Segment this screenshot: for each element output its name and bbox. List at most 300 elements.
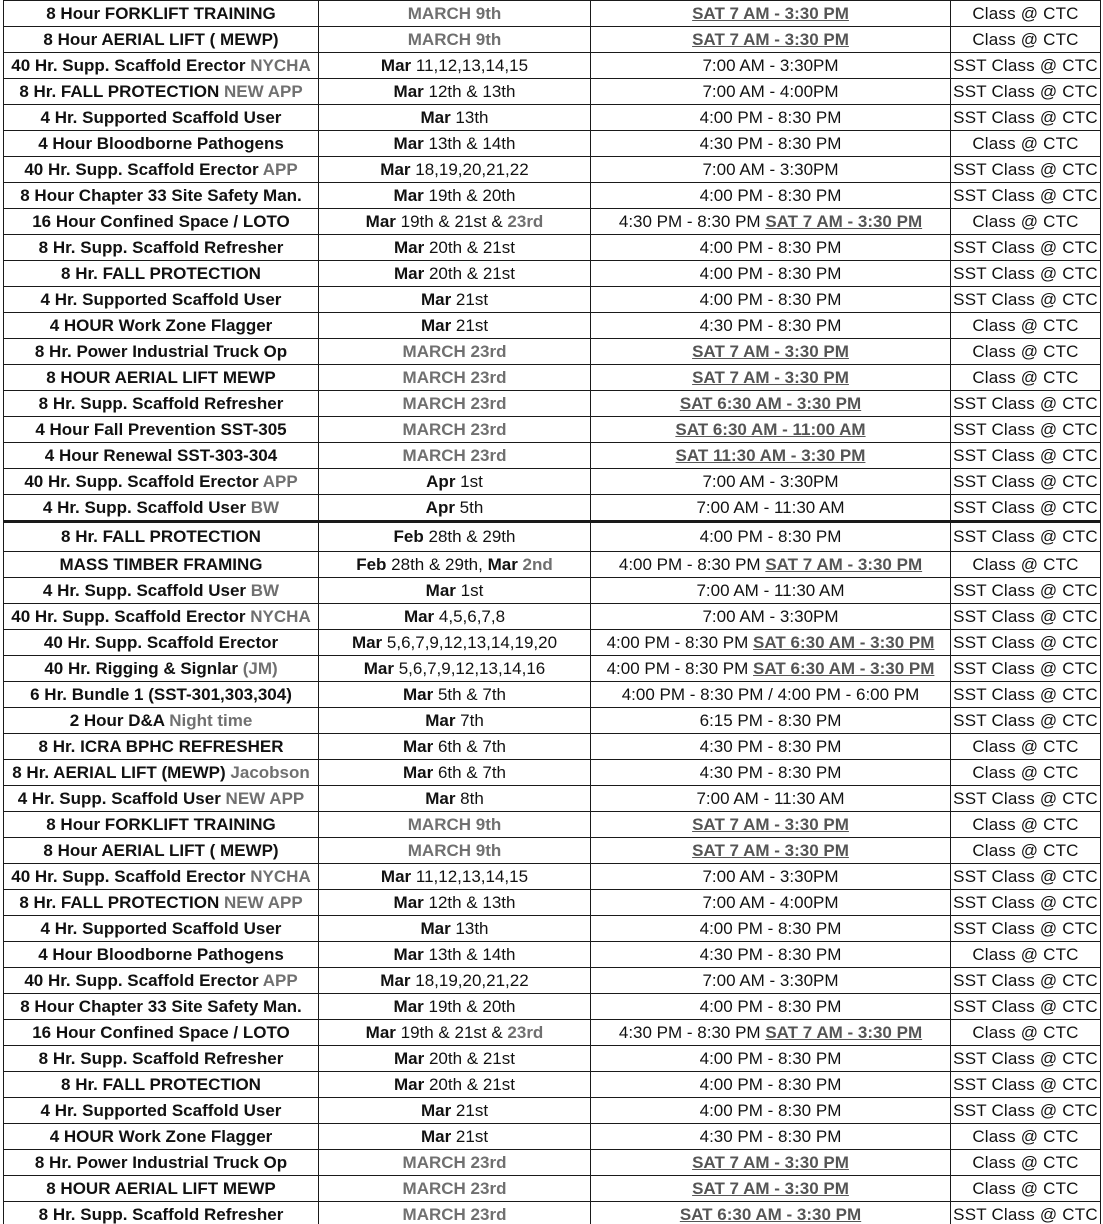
text-segment: 4:00 PM - 8:30 PM bbox=[606, 659, 754, 678]
time-cell bbox=[591, 708, 951, 734]
time-cell bbox=[591, 578, 951, 604]
time-cell bbox=[591, 812, 951, 838]
location-cell: SST Class @ CTC bbox=[951, 786, 1101, 812]
location-cell: Class @ CTC bbox=[951, 552, 1101, 578]
course-cell bbox=[4, 131, 319, 157]
text-segment: Mar bbox=[365, 1023, 396, 1042]
time-cell bbox=[591, 1150, 951, 1176]
text-segment: Mar bbox=[394, 264, 425, 283]
text-segment: 4:00 PM - 8:30 PM bbox=[699, 264, 842, 283]
dates-cell bbox=[319, 968, 591, 994]
text-segment: 4:00 PM - 8:30 PM bbox=[699, 238, 842, 257]
time-cell bbox=[591, 630, 951, 656]
text-segment: 20th & 21st bbox=[424, 1049, 515, 1068]
text-segment: 4:00 PM - 8:30 PM / 4:00 PM - 6:00 PM bbox=[621, 685, 920, 704]
text-segment: 13th bbox=[450, 108, 489, 127]
dates-cell bbox=[319, 656, 591, 682]
text-segment: 7:00 AM - 4:00PM bbox=[702, 893, 839, 912]
text-segment: 8 HOUR AERIAL LIFT MEWP bbox=[46, 1179, 276, 1198]
course-cell bbox=[4, 812, 319, 838]
table-row bbox=[4, 469, 1101, 495]
text-segment: 4 Hr. Supported Scaffold User bbox=[40, 919, 282, 938]
text-segment: 8 Hr. Supp. Scaffold Refresher bbox=[38, 394, 284, 413]
dates-cell bbox=[319, 994, 591, 1020]
text-segment: BW bbox=[250, 581, 280, 600]
course-cell bbox=[4, 522, 319, 552]
time-cell bbox=[591, 656, 951, 682]
time-cell bbox=[591, 209, 951, 235]
course-cell bbox=[4, 1124, 319, 1150]
text-segment: Mar bbox=[394, 1075, 425, 1094]
table-row bbox=[4, 1150, 1101, 1176]
dates-cell bbox=[319, 604, 591, 630]
dates-cell bbox=[319, 890, 591, 916]
text-segment: Mar bbox=[420, 1127, 452, 1146]
dates-cell bbox=[319, 287, 591, 313]
text-segment: 4:30 PM - 8:30 PM bbox=[699, 134, 842, 153]
location-cell: SST Class @ CTC bbox=[951, 391, 1101, 417]
text-segment: Mar bbox=[420, 919, 451, 938]
text-segment: 16 Hour Confined Space / LOTO bbox=[32, 212, 290, 231]
course-cell bbox=[4, 417, 319, 443]
course-cell bbox=[4, 365, 319, 391]
course-cell bbox=[4, 682, 319, 708]
dates-cell bbox=[319, 105, 591, 131]
text-segment: 4:30 PM - 8:30 PM bbox=[699, 737, 842, 756]
table-row bbox=[4, 994, 1101, 1020]
text-segment: 4 Hr. Supp. Scaffold User bbox=[42, 581, 251, 600]
table-row bbox=[4, 656, 1101, 682]
text-segment: 4 HOUR Work Zone Flagger bbox=[49, 316, 273, 335]
text-segment: 7:00 AM - 4:00PM bbox=[702, 82, 839, 101]
text-segment: Mar bbox=[403, 607, 435, 626]
location-cell: SST Class @ CTC bbox=[951, 287, 1101, 313]
text-segment: 8 Hr. FALL PROTECTION bbox=[61, 527, 261, 546]
table-row bbox=[4, 417, 1101, 443]
time-cell bbox=[591, 890, 951, 916]
text-segment: 6th & 7th bbox=[433, 763, 506, 782]
text-segment: 4 Hour Renewal SST-303-304 bbox=[44, 446, 278, 465]
text-segment: 4 Hr. Supported Scaffold User bbox=[40, 290, 282, 309]
dates-cell bbox=[319, 183, 591, 209]
location-cell: SST Class @ CTC bbox=[951, 994, 1101, 1020]
text-segment: 20th & 21st bbox=[424, 1075, 515, 1094]
text-segment: SAT 7 AM - 3:30 PM bbox=[692, 815, 849, 834]
location-cell: SST Class @ CTC bbox=[951, 495, 1101, 522]
location-cell: Class @ CTC bbox=[951, 1020, 1101, 1046]
location-cell: SST Class @ CTC bbox=[951, 261, 1101, 287]
course-cell bbox=[4, 630, 319, 656]
text-segment: SAT 7 AM - 3:30 PM bbox=[692, 1179, 849, 1198]
time-cell bbox=[591, 864, 951, 890]
text-segment: 1st bbox=[455, 581, 484, 600]
text-segment: 13th & 14th bbox=[423, 945, 516, 964]
text-segment: 1st bbox=[455, 472, 483, 491]
table-row bbox=[4, 287, 1101, 313]
text-segment: 28th & 29th bbox=[423, 527, 516, 546]
text-segment: 20th & 21st bbox=[424, 264, 515, 283]
time-cell bbox=[591, 1202, 951, 1224]
table-row bbox=[4, 552, 1101, 578]
table-row bbox=[4, 183, 1101, 209]
text-segment: 2nd bbox=[517, 555, 553, 574]
text-segment: 19th & 21st & bbox=[395, 1023, 508, 1042]
text-segment: Mar bbox=[402, 763, 434, 782]
dates-cell bbox=[319, 630, 591, 656]
text-segment: 4:00 PM - 8:30 PM bbox=[699, 290, 842, 309]
time-cell bbox=[591, 786, 951, 812]
time-cell bbox=[591, 79, 951, 105]
text-segment: SAT 7 AM - 3:30 PM bbox=[765, 555, 923, 574]
text-segment: NEW APP bbox=[223, 893, 303, 912]
text-segment: 4:30 PM - 8:30 PM bbox=[699, 945, 842, 964]
text-segment: 8 Hr. Power Industrial Truck Op bbox=[34, 342, 288, 361]
text-segment: 12th & 13th bbox=[423, 82, 516, 101]
time-cell bbox=[591, 313, 951, 339]
course-cell bbox=[4, 495, 319, 522]
dates-cell bbox=[319, 1202, 591, 1224]
text-segment: Mar bbox=[380, 867, 412, 886]
time-cell bbox=[591, 183, 951, 209]
text-segment: 4:30 PM - 8:30 PM bbox=[618, 212, 766, 231]
dates-cell bbox=[319, 235, 591, 261]
location-cell: SST Class @ CTC bbox=[951, 157, 1101, 183]
course-cell bbox=[4, 890, 319, 916]
dates-cell bbox=[319, 682, 591, 708]
text-segment: 7:00 AM - 3:30PM bbox=[702, 607, 839, 626]
table-row bbox=[4, 105, 1101, 131]
text-segment: MARCH 23rd bbox=[402, 1153, 507, 1172]
text-segment: 40 Hr. Rigging & Signlar bbox=[44, 659, 243, 678]
course-cell bbox=[4, 552, 319, 578]
course-cell bbox=[4, 1098, 319, 1124]
text-segment: Mar bbox=[365, 212, 396, 231]
dates-cell bbox=[319, 417, 591, 443]
time-cell bbox=[591, 916, 951, 942]
text-segment: MARCH 23rd bbox=[402, 420, 507, 439]
time-cell bbox=[591, 1098, 951, 1124]
text-segment: 4 Hr. Supp. Scaffold User bbox=[17, 789, 226, 808]
location-cell: Class @ CTC bbox=[951, 313, 1101, 339]
text-segment: 6:15 PM - 8:30 PM bbox=[699, 711, 842, 730]
course-cell bbox=[4, 183, 319, 209]
table-row bbox=[4, 838, 1101, 864]
text-segment: Mar bbox=[420, 316, 452, 335]
table-row bbox=[4, 812, 1101, 838]
dates-cell bbox=[319, 131, 591, 157]
location-cell: Class @ CTC bbox=[951, 365, 1101, 391]
text-segment: 4:30 PM - 8:30 PM bbox=[699, 1127, 842, 1146]
table-row bbox=[4, 682, 1101, 708]
dates-cell bbox=[319, 812, 591, 838]
course-cell bbox=[4, 157, 319, 183]
text-segment: 12th & 13th bbox=[423, 893, 516, 912]
text-segment: 8 Hr. FALL PROTECTION bbox=[19, 82, 224, 101]
location-cell: SST Class @ CTC bbox=[951, 522, 1101, 552]
text-segment: Mar bbox=[393, 997, 424, 1016]
time-cell bbox=[591, 552, 951, 578]
text-segment: 4:00 PM - 8:30 PM bbox=[699, 919, 842, 938]
text-segment: Mar bbox=[425, 789, 456, 808]
time-cell bbox=[591, 604, 951, 630]
text-segment: 4 Hour Bloodborne Pathogens bbox=[38, 945, 284, 964]
location-cell: SST Class @ CTC bbox=[951, 968, 1101, 994]
table-row bbox=[4, 157, 1101, 183]
text-segment: 20th & 21st bbox=[424, 238, 515, 257]
text-segment: BW bbox=[250, 498, 280, 517]
time-cell bbox=[591, 838, 951, 864]
table-row bbox=[4, 630, 1101, 656]
course-cell bbox=[4, 53, 319, 79]
table-row bbox=[4, 604, 1101, 630]
text-segment: SAT 7 AM - 3:30 PM bbox=[692, 841, 849, 860]
text-segment: 5,6,7,9,12,13,14,19,20 bbox=[382, 633, 558, 652]
dates-cell bbox=[319, 522, 591, 552]
location-cell: Class @ CTC bbox=[951, 734, 1101, 760]
course-cell bbox=[4, 1020, 319, 1046]
text-segment: NEW APP bbox=[223, 82, 303, 101]
location-cell: SST Class @ CTC bbox=[951, 656, 1101, 682]
text-segment: MASS TIMBER FRAMING bbox=[59, 555, 263, 574]
table-row bbox=[4, 1098, 1101, 1124]
table-row bbox=[4, 1176, 1101, 1202]
text-segment: 8 Hour AERIAL LIFT ( MEWP) bbox=[43, 841, 279, 860]
time-cell bbox=[591, 235, 951, 261]
dates-cell bbox=[319, 391, 591, 417]
text-segment: 5th & 7th bbox=[433, 685, 506, 704]
text-segment: 21st bbox=[451, 1101, 489, 1120]
text-segment: Mar bbox=[393, 945, 424, 964]
text-segment: Feb bbox=[393, 527, 424, 546]
time-cell bbox=[591, 391, 951, 417]
table-row bbox=[4, 1, 1101, 27]
dates-cell bbox=[319, 1150, 591, 1176]
time-cell bbox=[591, 1124, 951, 1150]
time-cell bbox=[591, 53, 951, 79]
time-cell bbox=[591, 495, 951, 522]
course-cell bbox=[4, 1202, 319, 1224]
table-row bbox=[4, 734, 1101, 760]
course-cell bbox=[4, 1150, 319, 1176]
location-cell: SST Class @ CTC bbox=[951, 417, 1101, 443]
time-cell bbox=[591, 1, 951, 27]
text-segment: 40 Hr. Supp. Scaffold Erector bbox=[24, 160, 263, 179]
location-cell: SST Class @ CTC bbox=[951, 708, 1101, 734]
text-segment: 7th bbox=[455, 711, 484, 730]
dates-cell bbox=[319, 1046, 591, 1072]
table-row bbox=[4, 968, 1101, 994]
dates-cell bbox=[319, 53, 591, 79]
table-row bbox=[4, 708, 1101, 734]
text-segment: SAT 7 AM - 3:30 PM bbox=[765, 212, 923, 231]
text-segment: 11,12,13,14,15 bbox=[411, 867, 529, 886]
dates-cell bbox=[319, 1020, 591, 1046]
table-row bbox=[4, 1124, 1101, 1150]
text-segment: 40 Hr. Supp. Scaffold Erector bbox=[24, 971, 263, 990]
location-cell: SST Class @ CTC bbox=[951, 578, 1101, 604]
course-cell bbox=[4, 287, 319, 313]
dates-cell bbox=[319, 1, 591, 27]
text-segment: APP bbox=[262, 472, 298, 491]
table-row bbox=[4, 53, 1101, 79]
text-segment: 8 Hr. Supp. Scaffold Refresher bbox=[38, 238, 284, 257]
text-segment: 2 Hour D&A bbox=[69, 711, 170, 730]
dates-cell bbox=[319, 209, 591, 235]
location-cell: Class @ CTC bbox=[951, 339, 1101, 365]
text-segment: 11,12,13,14,15 bbox=[411, 56, 529, 75]
dates-cell bbox=[319, 708, 591, 734]
text-segment: MARCH 23rd bbox=[402, 368, 507, 387]
time-cell bbox=[591, 27, 951, 53]
text-segment: MARCH 23rd bbox=[402, 1179, 507, 1198]
dates-cell bbox=[319, 443, 591, 469]
text-segment: Mar bbox=[420, 290, 452, 309]
dates-cell bbox=[319, 157, 591, 183]
location-cell: SST Class @ CTC bbox=[951, 682, 1101, 708]
table-row bbox=[4, 261, 1101, 287]
text-segment: 13th bbox=[450, 919, 489, 938]
course-cell bbox=[4, 1176, 319, 1202]
text-segment: Mar bbox=[402, 737, 434, 756]
location-cell: SST Class @ CTC bbox=[951, 1202, 1101, 1224]
text-segment: Apr bbox=[426, 472, 456, 491]
text-segment: 23rd bbox=[507, 212, 544, 231]
text-segment: Night time bbox=[169, 711, 253, 730]
text-segment: 4:00 PM - 8:30 PM bbox=[618, 555, 766, 574]
text-segment: Mar bbox=[394, 1049, 425, 1068]
text-segment: 6th & 7th bbox=[433, 737, 506, 756]
text-segment: 4:30 PM - 8:30 PM bbox=[618, 1023, 766, 1042]
schedule-rows bbox=[4, 1, 1101, 1224]
text-segment: 4 Hour Fall Prevention SST-305 bbox=[35, 420, 287, 439]
dates-cell bbox=[319, 261, 591, 287]
text-segment: Mar bbox=[394, 238, 425, 257]
text-segment: SAT 7 AM - 3:30 PM bbox=[692, 1153, 849, 1172]
table-row bbox=[4, 1020, 1101, 1046]
text-segment: 4 Hr. Supported Scaffold User bbox=[40, 1101, 282, 1120]
text-segment: Apr bbox=[425, 498, 455, 517]
location-cell: SST Class @ CTC bbox=[951, 79, 1101, 105]
time-cell bbox=[591, 968, 951, 994]
course-cell bbox=[4, 469, 319, 495]
text-segment: 4:00 PM - 8:30 PM bbox=[699, 527, 842, 546]
time-cell bbox=[591, 443, 951, 469]
text-segment: Mar bbox=[425, 581, 456, 600]
text-segment: 19th & 21st & bbox=[395, 212, 508, 231]
time-cell bbox=[591, 1072, 951, 1098]
text-segment: SAT 6:30 AM - 3:30 PM bbox=[679, 394, 862, 413]
text-segment: 13th & 14th bbox=[423, 134, 516, 153]
location-cell: SST Class @ CTC bbox=[951, 604, 1101, 630]
table-row bbox=[4, 864, 1101, 890]
text-segment: 4 Hour Bloodborne Pathogens bbox=[38, 134, 284, 153]
text-segment: NEW APP bbox=[225, 789, 305, 808]
course-cell bbox=[4, 994, 319, 1020]
text-segment: SAT 6:30 AM - 3:30 PM bbox=[753, 633, 935, 652]
location-cell: Class @ CTC bbox=[951, 209, 1101, 235]
dates-cell bbox=[319, 916, 591, 942]
class-schedule-table bbox=[3, 0, 1101, 1224]
text-segment: 40 Hr. Supp. Scaffold Erector bbox=[24, 472, 263, 491]
text-segment: NYCHA bbox=[250, 56, 311, 75]
course-cell bbox=[4, 209, 319, 235]
text-segment: 7:00 AM - 3:30PM bbox=[702, 56, 839, 75]
table-row bbox=[4, 339, 1101, 365]
dates-cell bbox=[319, 578, 591, 604]
text-segment: MARCH 23rd bbox=[402, 394, 507, 413]
course-cell bbox=[4, 235, 319, 261]
text-segment: 8 Hr. AERIAL LIFT (MEWP) bbox=[12, 763, 231, 782]
text-segment: 8 Hr. Power Industrial Truck Op bbox=[34, 1153, 288, 1172]
text-segment: 8 Hour Chapter 33 Site Safety Man. bbox=[20, 997, 302, 1016]
time-cell bbox=[591, 157, 951, 183]
text-segment: 4:00 PM - 8:30 PM bbox=[699, 1075, 842, 1094]
course-cell bbox=[4, 760, 319, 786]
text-segment: Mar bbox=[351, 633, 383, 652]
dates-cell bbox=[319, 365, 591, 391]
text-segment: 18,19,20,21,22 bbox=[410, 971, 529, 990]
text-segment: 4:00 PM - 8:30 PM bbox=[699, 108, 842, 127]
table-row bbox=[4, 786, 1101, 812]
location-cell: Class @ CTC bbox=[951, 812, 1101, 838]
location-cell: Class @ CTC bbox=[951, 1, 1101, 27]
text-segment: NYCHA bbox=[250, 867, 311, 886]
table-row bbox=[4, 27, 1101, 53]
table-row bbox=[4, 235, 1101, 261]
text-segment: 4:00 PM - 8:30 PM bbox=[699, 186, 842, 205]
text-segment: SAT 6:30 AM - 3:30 PM bbox=[679, 1205, 862, 1224]
location-cell: Class @ CTC bbox=[951, 838, 1101, 864]
text-segment: Mar bbox=[393, 82, 424, 101]
text-segment: MARCH 9th bbox=[407, 4, 502, 23]
text-segment: 23rd bbox=[507, 1023, 544, 1042]
time-cell bbox=[591, 734, 951, 760]
dates-cell bbox=[319, 1176, 591, 1202]
text-segment: Mar bbox=[393, 186, 424, 205]
course-cell bbox=[4, 786, 319, 812]
course-cell bbox=[4, 656, 319, 682]
time-cell bbox=[591, 522, 951, 552]
text-segment: Mar bbox=[380, 56, 412, 75]
text-segment: 4:00 PM - 8:30 PM bbox=[699, 1101, 842, 1120]
text-segment: APP bbox=[262, 971, 298, 990]
time-cell bbox=[591, 469, 951, 495]
location-cell: Class @ CTC bbox=[951, 27, 1101, 53]
text-segment: MARCH 23rd bbox=[402, 446, 507, 465]
dates-cell bbox=[319, 786, 591, 812]
table-row bbox=[4, 1202, 1101, 1224]
location-cell: SST Class @ CTC bbox=[951, 53, 1101, 79]
text-segment: 7:00 AM - 3:30PM bbox=[702, 971, 839, 990]
time-cell bbox=[591, 994, 951, 1020]
text-segment: 6 Hr. Bundle 1 (SST-301,303,304) bbox=[30, 685, 292, 704]
table-row bbox=[4, 578, 1101, 604]
text-segment: 21st bbox=[451, 1127, 489, 1146]
table-row bbox=[4, 495, 1101, 522]
location-cell: Class @ CTC bbox=[951, 1150, 1101, 1176]
course-cell bbox=[4, 708, 319, 734]
location-cell: SST Class @ CTC bbox=[951, 443, 1101, 469]
text-segment: 8 Hr. FALL PROTECTION bbox=[61, 264, 261, 283]
table-row bbox=[4, 209, 1101, 235]
table-row bbox=[4, 79, 1101, 105]
text-segment: Mar bbox=[402, 685, 434, 704]
table-row bbox=[4, 522, 1101, 552]
course-cell bbox=[4, 339, 319, 365]
dates-cell bbox=[319, 734, 591, 760]
time-cell bbox=[591, 339, 951, 365]
dates-cell bbox=[319, 1098, 591, 1124]
